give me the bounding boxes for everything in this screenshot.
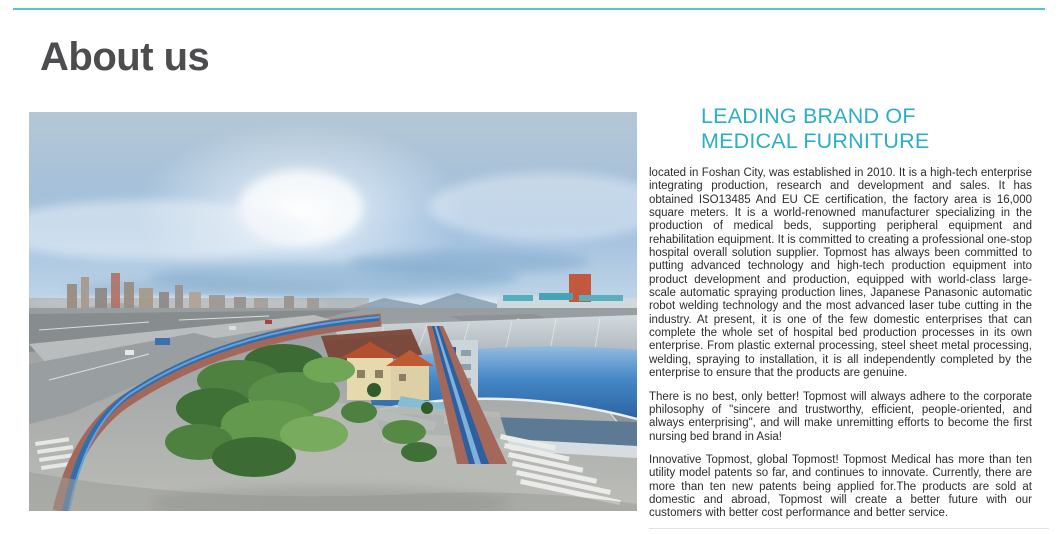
- panorama-illustration: [29, 112, 637, 511]
- subheading-line1: LEADING BRAND OF: [701, 104, 916, 128]
- page-title: About us: [40, 35, 210, 79]
- factory-panorama-image: [29, 112, 637, 511]
- bottom-divider-line: [649, 528, 1049, 529]
- top-divider-line: [13, 8, 1045, 10]
- about-paragraph-2: There is no best, only better! Topmost will always adhere to the corporate philosophy of "sincere and trustworthy, efficient, people-oriented, and always enterprising", and will make unremitting efforts to become the first nursing bed brand in Asia!: [649, 390, 1032, 443]
- about-content-section: [649, 104, 1032, 531]
- about-paragraph-3: Innovative Topmost, global Topmost! Topmost Medical has more than ten utility model patents so far, and continues to innovate. Currently, there are more than ten new patents being applied for.The products are sold at domestic and abroad, Topmost will create a better future with our customers with better cost performance and better service.: [649, 453, 1032, 520]
- about-paragraph-1: located in Foshan City, was established in 2010. It is a high-tech enterprise integrating production, research and development and sales. It has obtained ISO13485 And EU CE certification, the factory area is 16,000 square meters. It is a world-renowned manufacturer specializing in the production of medical beds, supporting peripheral equipment and rehabilitation equipment. It is committed to creating a professional one-stop hospital overall solution supplier. Topmost has always been committed to putting advanced technology and high-tech production equipment into product development and production, equipped with world-class large-scale automatic spraying production lines, Japanese Panasonic automatic robot welding technology and the most advanced laser tube cutting in the industry. At present, it is one of the few domestic enterprises that can complete the whole set of hospital bed production processes in its own enterprise. From plastic external processing, steel sheet metal processing, welding, spraying to installation, it is all independently completed by the enterprise to ensure that the products are genuine.: [649, 167, 1032, 380]
- subheading-line2: MEDICAL FURNITURE: [701, 128, 930, 153]
- section-subheading: [701, 104, 1032, 153]
